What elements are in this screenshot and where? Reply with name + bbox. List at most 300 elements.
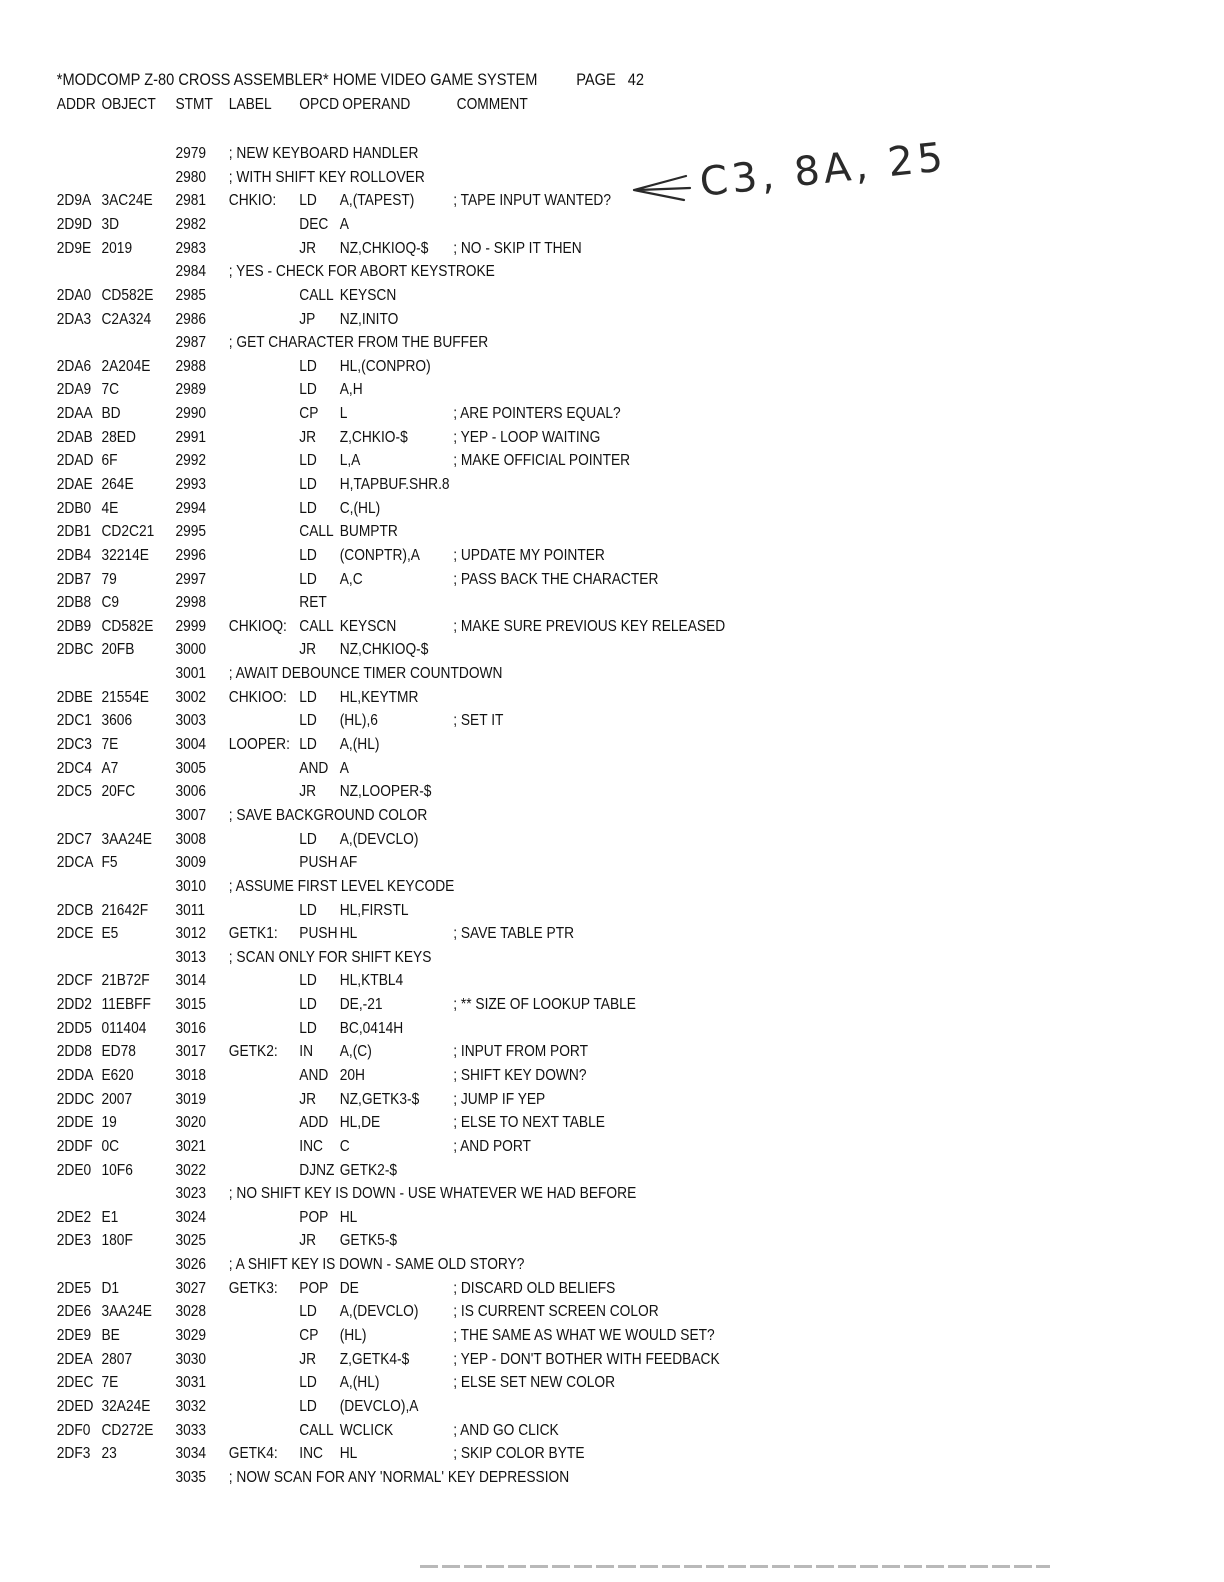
stmt-cell: 3029 — [175, 1327, 207, 1344]
operand-cell: 20H — [339, 1067, 365, 1084]
object-cell: 11EBFF — [101, 996, 151, 1013]
opcode-cell: JR — [299, 1090, 317, 1108]
stmt-cell: 3003 — [175, 712, 207, 730]
col-addr: ADDR — [56, 96, 96, 113]
col-operand: OPERAND — [342, 96, 411, 113]
opcode-cell: AND — [299, 759, 329, 777]
opcode-cell: INC — [299, 1137, 323, 1155]
stmt-cell: 3007 — [175, 806, 207, 824]
opcode-cell: LD — [299, 996, 317, 1013]
comment-line: ; SCAN ONLY FOR SHIFT KEYS — [228, 948, 432, 966]
comment-line: ; NO SHIFT KEY IS DOWN - USE WHATEVER WE HAD BEFORE — [228, 1185, 637, 1203]
opcode-cell: LD — [299, 901, 317, 919]
listing-row — [0, 994, 1053, 1016]
addr-cell: 2DE0 — [56, 1161, 92, 1179]
addr-cell: 2DC3 — [56, 736, 92, 753]
opcode-cell: LD — [299, 570, 317, 588]
stmt-cell: 3005 — [175, 759, 207, 777]
addr-cell: 2D9E — [56, 239, 92, 257]
comment-line: ; GET CHARACTER FROM THE BUFFER — [228, 334, 489, 352]
opcode-cell: JP — [299, 310, 316, 328]
listing-row — [0, 427, 1053, 449]
listing-row — [0, 450, 1053, 472]
listing-row — [0, 876, 1053, 898]
stmt-cell: 2982 — [175, 215, 207, 233]
opcode-cell: JR — [299, 1232, 317, 1250]
object-cell: 10F6 — [101, 1161, 133, 1179]
stmt-cell: 3013 — [175, 948, 207, 966]
opcode-cell: PUSH — [299, 854, 338, 872]
operand-cell: GETK5-$ — [339, 1232, 398, 1250]
stmt-cell: 3035 — [175, 1468, 207, 1486]
comment-cell: ; ELSE SET NEW COLOR — [453, 1374, 616, 1392]
opcode-cell: RET — [299, 594, 327, 612]
addr-cell: 2DD5 — [56, 1019, 92, 1037]
listing-row — [0, 1041, 1053, 1063]
listing-row — [0, 238, 1053, 260]
object-cell: 3AA24E — [101, 1303, 152, 1321]
object-cell: E620 — [101, 1067, 134, 1084]
operand-cell: (DEVCLO),A — [339, 1397, 419, 1415]
stmt-cell: 3006 — [175, 783, 207, 801]
addr-cell: 2DC5 — [56, 783, 92, 801]
listing-row — [0, 285, 1053, 307]
listing-row — [0, 758, 1053, 780]
stmt-cell: 3033 — [175, 1421, 207, 1439]
page-number: 42 — [627, 70, 645, 89]
operand-cell: KEYSCN — [339, 617, 397, 635]
opcode-cell: POP — [299, 1279, 329, 1297]
object-cell: E1 — [101, 1208, 119, 1226]
operand-cell: WCLICK — [339, 1421, 394, 1439]
listing-row — [0, 900, 1053, 922]
comment-cell: ; SAVE TABLE PTR — [453, 925, 575, 943]
addr-cell: 2DC1 — [56, 712, 92, 730]
addr-cell: 2DAD — [56, 452, 94, 470]
col-opcd: OPCD — [299, 96, 340, 113]
object-cell: 19 — [101, 1114, 117, 1132]
addr-cell: 2DA0 — [56, 286, 92, 304]
addr-cell: 2DEA — [56, 1350, 93, 1368]
listing-row — [0, 1207, 1053, 1229]
operand-cell: A — [339, 215, 349, 233]
addr-cell: 2DE5 — [56, 1279, 92, 1297]
stmt-cell: 2998 — [175, 594, 207, 612]
opcode-cell: JR — [299, 239, 317, 257]
comment-cell: ; AND GO CLICK — [453, 1421, 559, 1439]
object-cell: 20FB — [101, 641, 135, 659]
opcode-cell: LD — [299, 1019, 317, 1037]
opcode-cell: LD — [299, 1397, 317, 1415]
stmt-cell: 2996 — [175, 546, 207, 564]
operand-cell: A,(DEVCLO) — [339, 830, 419, 848]
stmt-cell: 2999 — [175, 617, 207, 635]
operand-cell: HL,DE — [339, 1114, 381, 1132]
operand-cell: C,(HL) — [339, 499, 381, 517]
listing-row — [0, 663, 1053, 685]
listing-row — [0, 1230, 1053, 1252]
object-cell: 011404 — [101, 1019, 147, 1037]
stmt-cell: 3016 — [175, 1019, 207, 1037]
stmt-cell: 3031 — [175, 1374, 207, 1392]
object-cell: 6F — [101, 452, 118, 470]
stmt-cell: 3020 — [175, 1114, 207, 1132]
object-cell: 4E — [101, 499, 119, 517]
operand-cell: A,(HL) — [339, 736, 380, 753]
operand-cell: (CONPTR),A — [339, 546, 420, 564]
opcode-cell: LD — [299, 546, 317, 564]
stmt-cell: 2988 — [175, 357, 207, 375]
operand-cell: NZ,GETK3-$ — [339, 1090, 420, 1108]
listing-row — [0, 805, 1053, 827]
object-cell: E5 — [101, 925, 119, 943]
stmt-cell: 3019 — [175, 1090, 207, 1108]
comment-line: ; YES - CHECK FOR ABORT KEYSTROKE — [228, 263, 495, 281]
operand-cell: GETK2-$ — [339, 1161, 398, 1179]
addr-cell: 2DE9 — [56, 1327, 92, 1344]
object-cell: 3D — [101, 215, 120, 233]
addr-cell: 2DA9 — [56, 381, 92, 399]
addr-cell: 2DB4 — [56, 546, 92, 564]
object-cell: CD272E — [101, 1421, 154, 1439]
stmt-cell: 3018 — [175, 1067, 207, 1084]
addr-cell: 2DB0 — [56, 499, 92, 517]
operand-cell: HL — [339, 1445, 358, 1463]
addr-cell: 2DDC — [56, 1090, 95, 1108]
stmt-cell: 3023 — [175, 1185, 207, 1203]
stmt-cell: 3026 — [175, 1256, 207, 1274]
opcode-cell: CP — [299, 405, 319, 422]
operand-cell: Z,GETK4-$ — [339, 1350, 410, 1368]
opcode-cell: ADD — [299, 1114, 329, 1132]
addr-cell: 2DDA — [56, 1067, 94, 1084]
opcode-cell: JR — [299, 783, 317, 801]
comment-cell: ; DISCARD OLD BELIEFS — [453, 1279, 616, 1297]
stmt-cell: 2989 — [175, 381, 207, 399]
operand-cell: NZ,CHKIOQ-$ — [339, 641, 429, 659]
operand-cell: C — [339, 1137, 350, 1155]
comment-line: ; SAVE BACKGROUND COLOR — [228, 806, 428, 824]
stmt-cell: 2997 — [175, 570, 207, 588]
operand-cell: DE,-21 — [339, 996, 383, 1013]
addr-cell: 2DF3 — [56, 1445, 91, 1463]
operand-cell: A,(C) — [339, 1043, 372, 1061]
operand-cell: HL,FIRSTL — [339, 901, 409, 919]
stmt-cell: 3021 — [175, 1137, 207, 1155]
addr-cell: 2D9A — [56, 192, 92, 210]
comment-cell: ; YEP - LOOP WAITING — [453, 428, 601, 446]
label-cell: CHKIOO: — [228, 688, 287, 706]
stmt-cell: 3028 — [175, 1303, 207, 1321]
operand-cell: L,A — [339, 452, 361, 470]
stmt-cell: 3017 — [175, 1043, 207, 1061]
comment-cell: ; NO - SKIP IT THEN — [453, 239, 582, 257]
comment-cell: ; IS CURRENT SCREEN COLOR — [453, 1303, 659, 1321]
object-cell: 3AA24E — [101, 830, 152, 848]
comment-line: ; AWAIT DEBOUNCE TIMER COUNTDOWN — [228, 665, 503, 683]
stmt-cell: 2979 — [175, 145, 207, 162]
operand-cell: Z,CHKIO-$ — [339, 428, 408, 446]
addr-cell: 2DB1 — [56, 523, 92, 541]
object-cell: A7 — [101, 759, 119, 777]
stmt-cell: 3004 — [175, 736, 207, 753]
comment-cell: ; ARE POINTERS EQUAL? — [453, 405, 621, 422]
stmt-cell: 3034 — [175, 1445, 207, 1463]
object-cell: 28ED — [101, 428, 136, 446]
object-cell: 21642F — [101, 901, 149, 919]
listing-row — [0, 1183, 1053, 1205]
stmt-cell: 2980 — [175, 168, 207, 186]
operand-cell: NZ,INITO — [339, 310, 399, 328]
object-cell: 3606 — [101, 712, 133, 730]
listing-row — [0, 569, 1053, 591]
stmt-cell: 2985 — [175, 286, 207, 304]
listing-row — [0, 261, 1053, 283]
stmt-cell: 3011 — [175, 901, 206, 919]
addr-cell: 2DCB — [56, 901, 94, 919]
operand-cell: AF — [339, 854, 358, 872]
opcode-cell: LD — [299, 1374, 317, 1392]
label-cell: CHKIOQ: — [228, 617, 287, 635]
opcode-cell: IN — [299, 1043, 314, 1061]
column-header-line — [0, 94, 1053, 116]
stmt-cell: 2983 — [175, 239, 207, 257]
opcode-cell: LD — [299, 357, 317, 375]
operand-cell: HL,(CONPRO) — [339, 357, 431, 375]
stmt-cell: 3002 — [175, 688, 207, 706]
col-stmt: STMT — [175, 96, 213, 113]
stmt-cell: 3025 — [175, 1232, 207, 1250]
listing-row — [0, 687, 1053, 709]
object-cell: 264E — [101, 476, 134, 493]
object-cell: 3AC24E — [101, 192, 153, 210]
opcode-cell: LD — [299, 499, 317, 517]
object-cell: CD582E — [101, 286, 154, 304]
opcode-cell: CALL — [299, 1421, 334, 1439]
opcode-cell: CALL — [299, 286, 334, 304]
object-cell: C2A324 — [101, 310, 152, 328]
operand-cell: H,TAPBUF.SHR.8 — [339, 476, 450, 493]
addr-cell: 2DA6 — [56, 357, 92, 375]
addr-cell: 2DEC — [56, 1374, 94, 1392]
listing-row — [0, 1112, 1053, 1134]
listing-row — [0, 592, 1053, 614]
stmt-cell: 3022 — [175, 1161, 207, 1179]
opcode-cell: LD — [299, 972, 317, 990]
addr-cell: 2DB9 — [56, 617, 92, 635]
listing-row — [0, 332, 1053, 354]
addr-cell: 2DCA — [56, 854, 94, 872]
operand-cell: A,H — [339, 381, 363, 399]
object-cell: D1 — [101, 1279, 120, 1297]
comment-cell: ; ELSE TO NEXT TABLE — [453, 1114, 605, 1132]
object-cell: 0C — [101, 1137, 120, 1155]
listing-row — [0, 1420, 1053, 1442]
opcode-cell: CALL — [299, 617, 334, 635]
page-bottom-artifact — [420, 1565, 1050, 1568]
comment-line: ; WITH SHIFT KEY ROLLOVER — [228, 168, 425, 186]
listing-row — [0, 1065, 1053, 1087]
opcode-cell: LD — [299, 736, 317, 753]
stmt-cell: 2991 — [175, 428, 207, 446]
addr-cell: 2DCE — [56, 925, 94, 943]
listing-row — [0, 781, 1053, 803]
operand-cell: NZ,CHKIOQ-$ — [339, 239, 429, 257]
addr-cell: 2DBE — [56, 688, 93, 706]
opcode-cell: CALL — [299, 523, 334, 541]
addr-cell: 2DED — [56, 1397, 94, 1415]
listing-row — [0, 403, 1053, 425]
object-cell: CD2C21 — [101, 523, 155, 541]
operand-cell: A,(DEVCLO) — [339, 1303, 419, 1321]
operand-cell: KEYSCN — [339, 286, 397, 304]
addr-cell: 2DB7 — [56, 570, 92, 588]
listing-row — [0, 1089, 1053, 1111]
comment-cell: ; MAKE SURE PREVIOUS KEY RELEASED — [453, 617, 726, 635]
object-cell: 20FC — [101, 783, 136, 801]
object-cell: C9 — [101, 594, 120, 612]
object-cell: 2019 — [101, 239, 133, 257]
listing-row — [0, 1372, 1053, 1394]
label-cell: GETK1: — [228, 925, 278, 943]
addr-cell: 2DC7 — [56, 830, 92, 848]
object-cell: 23 — [101, 1445, 117, 1463]
addr-cell: 2D9D — [56, 215, 92, 233]
opcode-cell: LD — [299, 452, 317, 470]
operand-cell: A,C — [339, 570, 363, 588]
stmt-cell: 2987 — [175, 334, 207, 352]
listing-row — [0, 639, 1053, 661]
addr-cell: 2DAA — [56, 405, 93, 422]
listing-row — [0, 710, 1053, 732]
addr-cell: 2DD2 — [56, 996, 92, 1013]
stmt-cell: 2990 — [175, 405, 207, 422]
operand-cell: A,(HL) — [339, 1374, 380, 1392]
comment-cell: ; SHIFT KEY DOWN? — [453, 1067, 587, 1084]
stmt-cell: 3032 — [175, 1397, 207, 1415]
object-cell: 21554E — [101, 688, 149, 706]
opcode-cell: LD — [299, 1303, 317, 1321]
operand-cell: BC,0414H — [339, 1019, 404, 1037]
addr-cell: 2DF0 — [56, 1421, 91, 1439]
listing-row — [0, 1467, 1053, 1489]
stmt-cell: 3030 — [175, 1350, 207, 1368]
addr-cell: 2DCF — [56, 972, 93, 990]
listing-row — [0, 521, 1053, 543]
object-cell: 180F — [101, 1232, 133, 1250]
listing-row — [0, 1443, 1053, 1465]
listing-row — [0, 1325, 1053, 1347]
comment-cell: ; THE SAME AS WHAT WE WOULD SET? — [453, 1327, 715, 1344]
object-cell: F5 — [101, 854, 118, 872]
operand-cell: BUMPTR — [339, 523, 398, 541]
label-cell: LOOPER: — [228, 736, 290, 753]
stmt-cell: 2981 — [175, 192, 207, 210]
operand-cell: DE — [339, 1279, 359, 1297]
comment-line: ; NEW KEYBOARD HANDLER — [228, 145, 419, 162]
addr-cell: 2DE2 — [56, 1208, 92, 1226]
object-cell: 7E — [101, 1374, 119, 1392]
opcode-cell: LD — [299, 192, 317, 210]
addr-cell: 2DB8 — [56, 594, 92, 612]
listing-row — [0, 923, 1053, 945]
comment-cell: ; MAKE OFFICIAL POINTER — [453, 452, 631, 470]
addr-cell: 2DC4 — [56, 759, 92, 777]
stmt-cell: 3015 — [175, 996, 207, 1013]
object-cell: 32A24E — [101, 1397, 151, 1415]
listing-row — [0, 309, 1053, 331]
label-cell: GETK3: — [228, 1279, 278, 1297]
listing-row — [0, 1396, 1053, 1418]
listing-row — [0, 1349, 1053, 1371]
listing-row — [0, 545, 1053, 567]
opcode-cell: POP — [299, 1208, 329, 1226]
opcode-cell: CP — [299, 1327, 319, 1344]
stmt-cell: 3024 — [175, 1208, 207, 1226]
handwritten-annotation: C3, 8A, 25 — [697, 134, 949, 206]
object-cell: CD582E — [101, 617, 154, 635]
stmt-cell: 2984 — [175, 263, 207, 281]
label-cell: GETK4: — [228, 1445, 278, 1463]
addr-cell: 2DAE — [56, 476, 93, 493]
comment-cell: ; SET IT — [453, 712, 504, 730]
operand-cell: A — [339, 759, 349, 777]
addr-cell: 2DDE — [56, 1114, 94, 1132]
addr-cell: 2DAB — [56, 428, 93, 446]
header-title: *MODCOMP Z-80 CROSS ASSEMBLER* HOME VIDEO GAME SYSTEM — [56, 70, 538, 89]
addr-cell: 2DA3 — [56, 310, 92, 328]
listing-row — [0, 498, 1053, 520]
stmt-cell: 3000 — [175, 641, 207, 659]
comment-line: ; ASSUME FIRST LEVEL KEYCODE — [228, 877, 455, 895]
opcode-cell: DJNZ — [299, 1161, 335, 1179]
listing-row — [0, 1136, 1053, 1158]
col-label: LABEL — [228, 96, 272, 113]
listing-row — [0, 829, 1053, 851]
listing-row — [0, 734, 1053, 756]
opcode-cell: JR — [299, 428, 317, 446]
object-cell: 2007 — [101, 1090, 133, 1108]
object-cell: 32214E — [101, 546, 149, 564]
operand-cell: L — [339, 405, 348, 422]
stmt-cell: 3008 — [175, 830, 207, 848]
opcode-cell: JR — [299, 641, 317, 659]
operand-cell: NZ,LOOPER-$ — [339, 783, 432, 801]
operand-cell: A,(TAPEST) — [339, 192, 415, 210]
comment-cell: ; ** SIZE OF LOOKUP TABLE — [453, 996, 636, 1013]
listing-row — [0, 379, 1053, 401]
comment-cell: ; PASS BACK THE CHARACTER — [453, 570, 659, 588]
object-cell: BD — [101, 405, 121, 422]
opcode-cell: DEC — [299, 215, 329, 233]
stmt-cell: 2993 — [175, 476, 207, 493]
opcode-cell: LD — [299, 688, 317, 706]
object-cell: 2807 — [101, 1350, 133, 1368]
addr-cell: 2DBC — [56, 641, 94, 659]
header-title-line — [0, 69, 1053, 91]
stmt-cell: 2986 — [175, 310, 207, 328]
object-cell: 79 — [101, 570, 117, 588]
listing-row — [0, 1018, 1053, 1040]
comment-cell: ; SKIP COLOR BYTE — [453, 1445, 585, 1463]
listing-row — [0, 1301, 1053, 1323]
listing-row — [0, 1278, 1053, 1300]
object-cell: 7C — [101, 381, 120, 399]
opcode-cell: JR — [299, 1350, 317, 1368]
operand-cell: HL,KEYTMR — [339, 688, 419, 706]
page-label: PAGE — [576, 70, 616, 89]
opcode-cell: LD — [299, 476, 317, 493]
